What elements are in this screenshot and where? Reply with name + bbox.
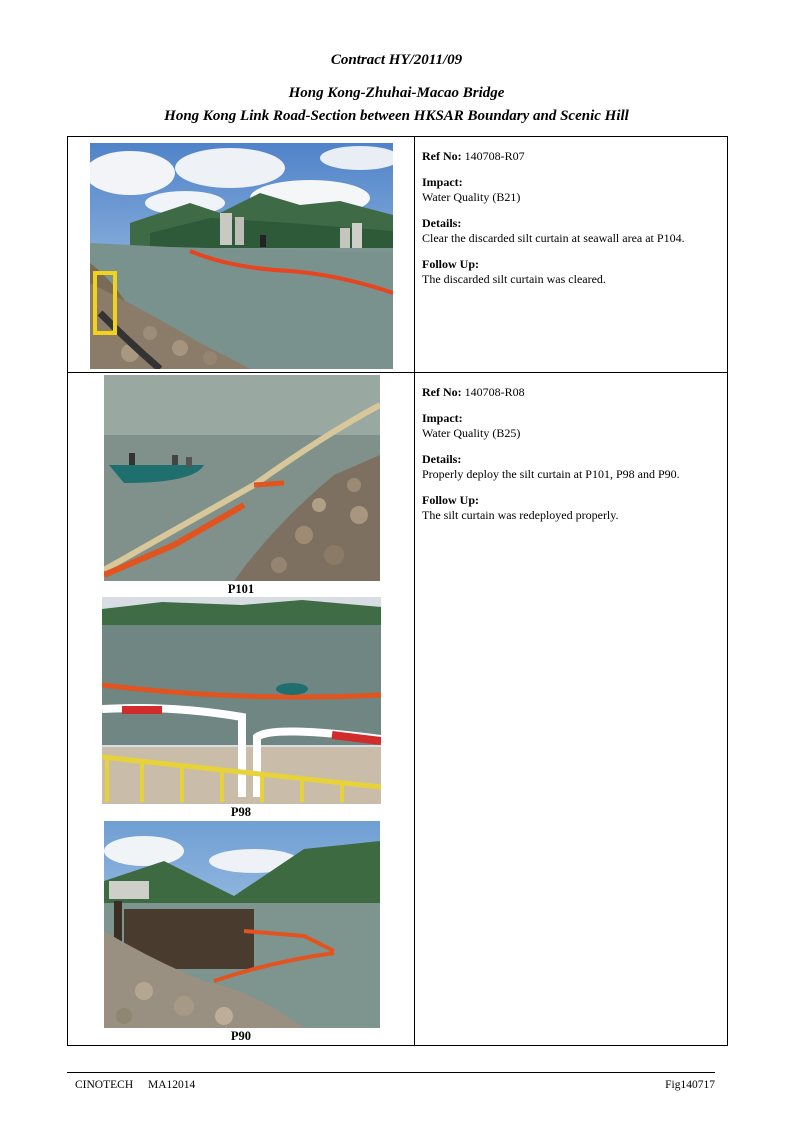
photo-cell (68, 373, 415, 1046)
ref-label: Ref No: (422, 149, 462, 163)
footer-doc-code: MA12014 (148, 1079, 196, 1091)
followup-label: Follow Up: (422, 257, 479, 271)
photo-caption-p90: P90 (230, 1029, 252, 1043)
impact-label: Impact: (422, 175, 463, 189)
photo-caption-p101: P101 (227, 582, 255, 596)
ref-number: 140708-R07 (464, 149, 525, 163)
details-label: Details: (422, 452, 462, 466)
followup-value: The silt curtain was redeployed properly. (422, 508, 619, 522)
details-value: Clear the discarded silt curtain at seawall area at P104. (422, 231, 685, 245)
impact-label: Impact: (422, 411, 463, 425)
details-value: Properly deploy the silt curtain at P101, P98 and P90. (422, 467, 680, 481)
ref-label: Ref No: (422, 385, 462, 399)
project-title: Hong Kong-Zhuhai-Macao Bridge (288, 85, 505, 101)
footer-figure-number: Fig140717 (665, 1079, 715, 1091)
impact-value: Water Quality (B25) (422, 426, 521, 440)
record-row (68, 137, 728, 373)
record-text-cell (415, 137, 728, 373)
photo-p90 (104, 821, 380, 1028)
photo-seawall-p104 (90, 143, 393, 369)
photo-p101 (104, 375, 380, 581)
photo-caption-p98: P98 (230, 805, 252, 819)
followup-value: The discarded silt curtain was cleared. (422, 272, 606, 286)
ref-number: 140708-R08 (464, 385, 525, 399)
record-row (68, 373, 728, 1046)
photo-p98 (102, 597, 381, 804)
contract-title: Contract HY/2011/09 (330, 52, 463, 68)
footer-company: CINOTECH (75, 1079, 134, 1091)
record-text-cell (415, 373, 728, 1046)
records-table (67, 136, 728, 1046)
section-title: Hong Kong Link Road-Section between HKSAR Boundary and Scenic Hill (164, 108, 629, 124)
details-label: Details: (422, 216, 462, 230)
impact-value: Water Quality (B21) (422, 190, 521, 204)
photo-cell (68, 137, 415, 373)
followup-label: Follow Up: (422, 493, 479, 507)
footer-divider (67, 1072, 715, 1073)
